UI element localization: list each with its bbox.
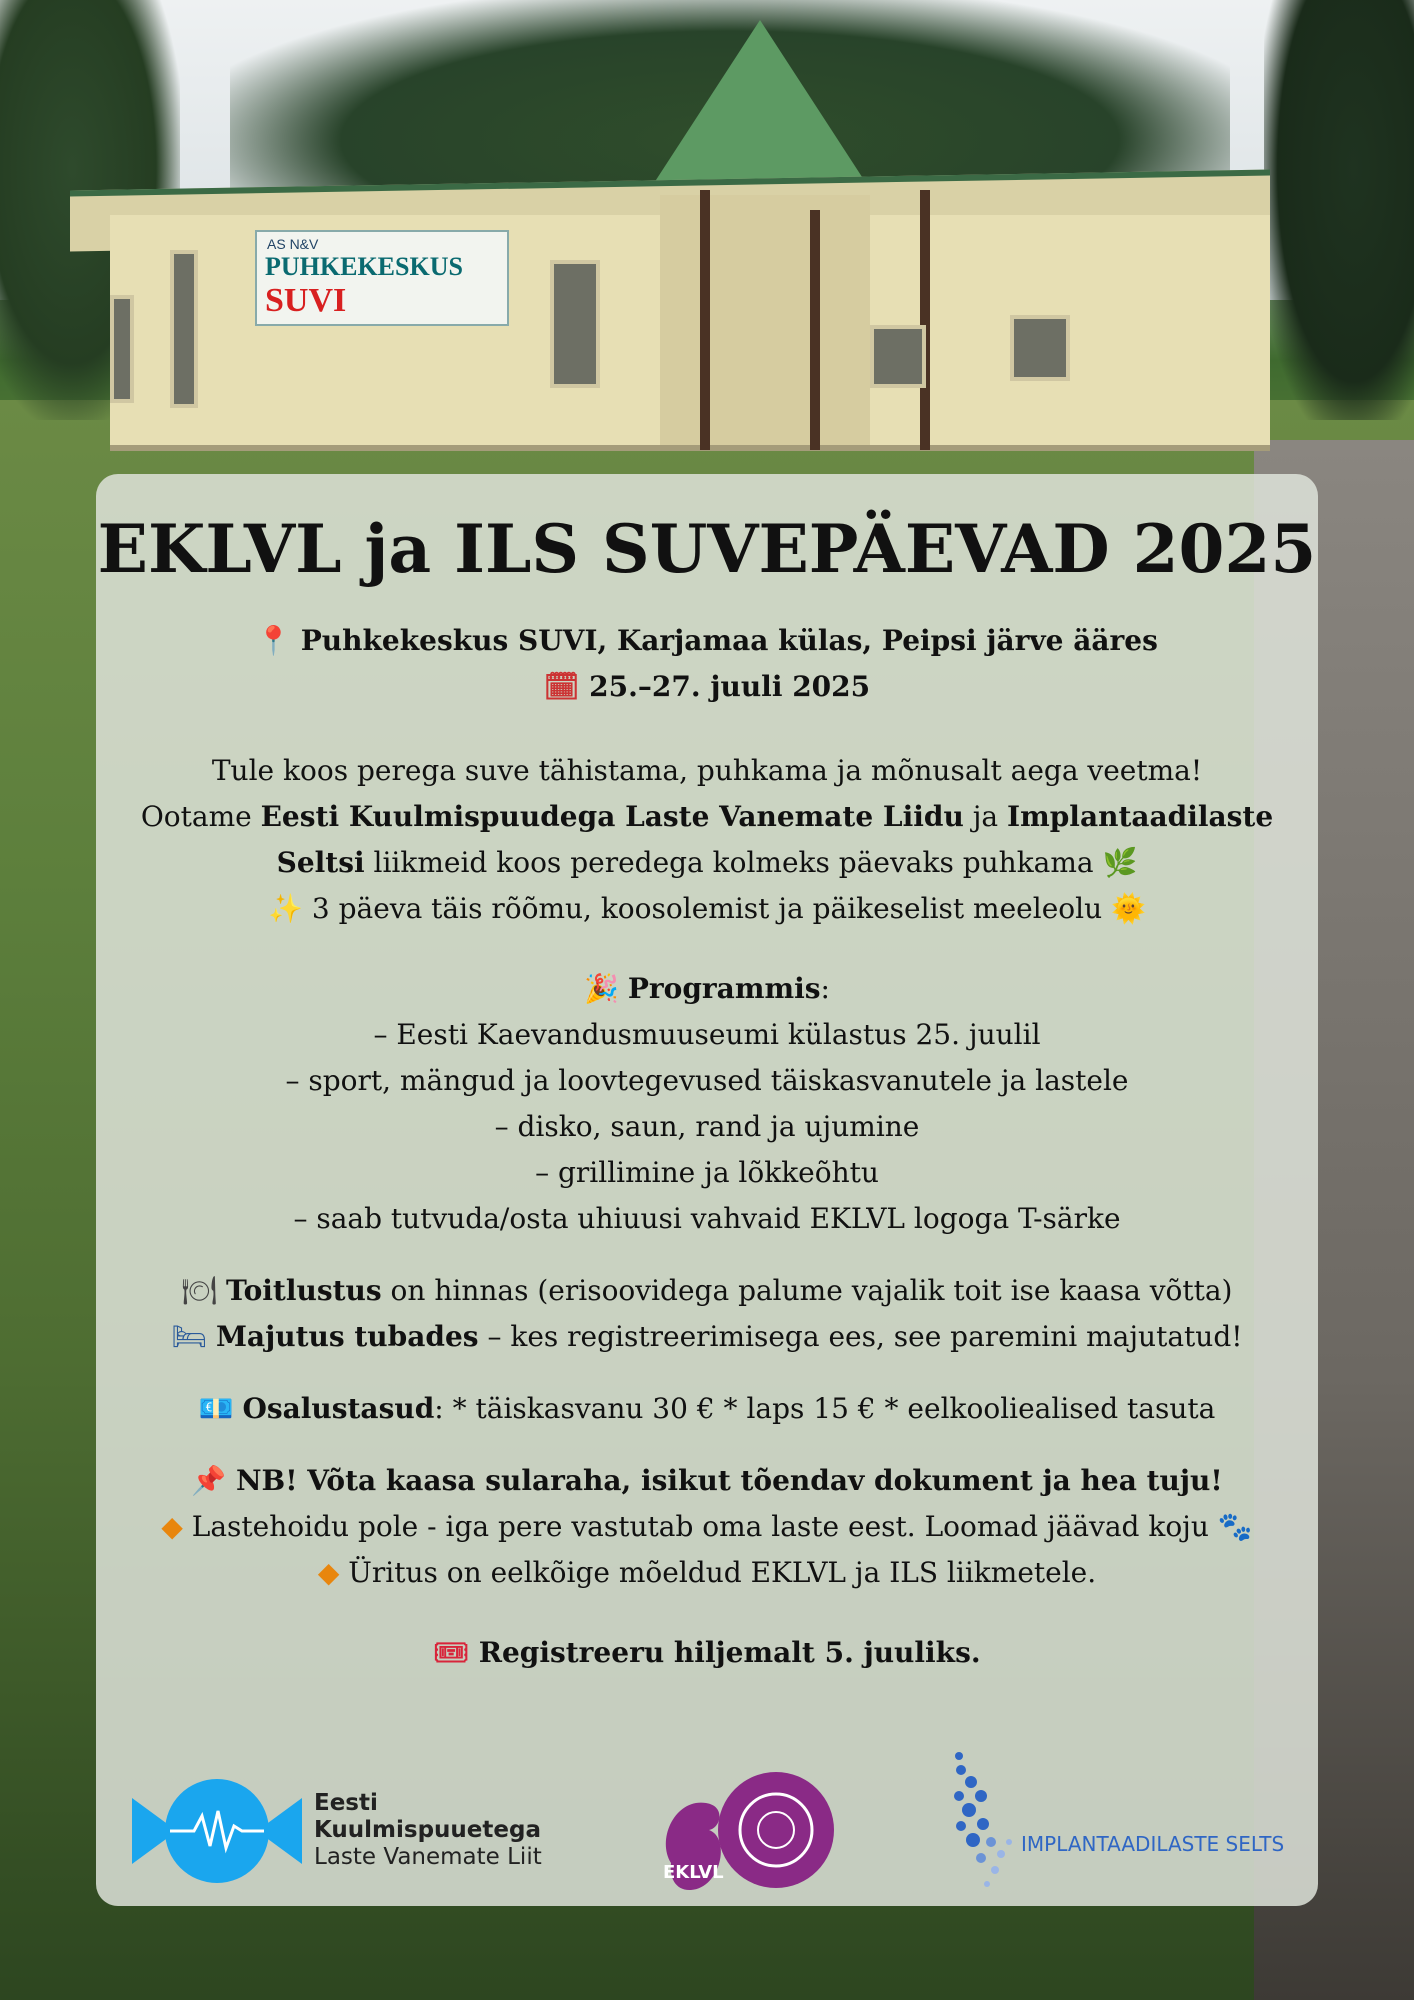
childcare-line xyxy=(96,1504,1318,1550)
porch-post xyxy=(920,190,930,450)
bed-icon: 🛏 xyxy=(171,1320,208,1353)
ils-dots-icon xyxy=(951,1746,1031,1896)
intro-text: liikmeid koos peredega kolmeks päevaks puhkama xyxy=(364,846,1094,879)
diamond-icon: ◆ xyxy=(161,1510,183,1543)
eklvl-logo xyxy=(132,1776,562,1886)
intro-line-3 xyxy=(96,840,1318,886)
intro-line-4 xyxy=(96,886,1318,932)
intro-line-2 xyxy=(96,794,1318,840)
eklvl-logo-line: Eesti xyxy=(314,1790,378,1816)
sign-main-text xyxy=(265,252,507,320)
ils-name-part1: Implantaadilaste xyxy=(1007,800,1274,833)
window xyxy=(870,325,926,388)
spacer xyxy=(96,1432,1318,1458)
program-heading-line: 🎉 Programmis: xyxy=(96,966,1318,1012)
date-text: 25.–27. juuli 2025 xyxy=(589,670,871,703)
eklvl-logo-line: Kuulmispuuetega xyxy=(314,1817,541,1843)
pushpin-icon: 📌 xyxy=(191,1464,227,1497)
window xyxy=(1010,315,1070,381)
holiday-center-building xyxy=(70,120,1280,450)
fees-label: Osalustasud xyxy=(242,1392,435,1425)
members-line xyxy=(96,1550,1318,1596)
spacer xyxy=(96,932,1318,966)
fees-line xyxy=(96,1386,1318,1432)
window xyxy=(170,250,198,408)
nb-text: NB! Võta kaasa sularaha, isikut tõendav dokument ja hea tuju! xyxy=(235,1464,1223,1497)
lodging-label: Majutus tubades xyxy=(215,1320,479,1353)
location-line xyxy=(96,618,1318,664)
ticket-icon: 🎟 xyxy=(433,1636,469,1669)
spacer xyxy=(96,1360,1318,1386)
food-text: on hinnas (erisoovidega palume vajalik toit ise kaasa võtta) xyxy=(381,1274,1233,1307)
plate-icon: 🍽 xyxy=(181,1274,218,1307)
party-popper-icon: 🎉 xyxy=(584,972,619,1005)
building-porch xyxy=(660,195,870,445)
intro-line-1: Tule koos perega suve tähistama, puhkama ja mõnusalt aega veetma! xyxy=(211,754,1203,787)
sign-top-text: AS N&V xyxy=(267,236,319,252)
sign-name: PUHKEKESKUS xyxy=(265,252,463,281)
diamond-icon: ◆ xyxy=(317,1556,340,1589)
eklvl-fish-icon xyxy=(132,1776,302,1886)
nb-line xyxy=(96,1458,1318,1504)
calendar-icon: 🗓 xyxy=(543,670,580,703)
page-title: EKLVL ja ILS SUVEPÄEVAD 2025 xyxy=(97,510,1317,588)
fees-text: : * täiskasvanu 30 € * laps 15 € * eelkooliealised tasuta xyxy=(434,1392,1216,1425)
ils-logo xyxy=(951,1746,1291,1896)
register-text: Registreeru hiljemalt 5. juuliks. xyxy=(478,1636,981,1669)
childcare-text: Lastehoidu pole - iga pere vastutab oma laste eest. Loomad jäävad koju xyxy=(182,1510,1209,1543)
paw-icon: 🐾 xyxy=(1217,1510,1253,1543)
program-item: – sport, mängud ja loovtegevused täiskasvanutele ja lastele xyxy=(285,1064,1129,1097)
porch-post xyxy=(810,210,820,450)
spacer xyxy=(96,1242,1318,1268)
eklvl-short-text: EKLVL xyxy=(663,1862,724,1883)
window xyxy=(550,260,600,388)
porch-post xyxy=(700,190,710,450)
logos-row xyxy=(96,1746,1318,1906)
sun-icon: 🌞 xyxy=(1111,892,1146,925)
date-line xyxy=(96,664,1318,710)
intro-text: ja xyxy=(963,800,1007,833)
leaf-icon: 🌿 xyxy=(1102,846,1138,879)
program-item: – saab tutvuda/osta uhiuusi vahvaid EKLVL logoga T-särke xyxy=(293,1202,1121,1235)
eklvl-round-logo xyxy=(651,1768,841,1898)
program-item: – disko, saun, rand ja ujumine xyxy=(494,1110,920,1143)
program-heading: Programmis xyxy=(627,972,821,1005)
register-line xyxy=(96,1630,1318,1676)
program-item: – grillimine ja lõkkeõhtu xyxy=(535,1156,879,1189)
lodging-text: – kes registreerimisega ees, see paremini majutatud! xyxy=(478,1320,1243,1353)
intro-text: Ootame xyxy=(140,800,261,833)
pin-icon: 📍 xyxy=(256,624,291,657)
food-line xyxy=(96,1268,1318,1314)
lodging-line xyxy=(96,1314,1318,1360)
trees-right xyxy=(1264,0,1414,420)
location-text: Puhkekeskus SUVI, Karjamaa külas, Peipsi järve ääres xyxy=(300,624,1158,657)
program-item: – Eesti Kaevandusmuuseumi külastus 25. juulil xyxy=(373,1018,1041,1051)
eklvl-logo-line: Laste Vanemate Liit xyxy=(314,1844,542,1870)
members-text: Üritus on eelkõige mõeldud EKLVL ja ILS liikmetele. xyxy=(339,1556,1097,1589)
intro-text: 3 päeva täis rõõmu, koosolemist ja päikeselist meeleolu xyxy=(302,892,1103,925)
building-sign xyxy=(255,230,509,326)
eklvl-name: Eesti Kuulmispuudega Laste Vanemate Liidu xyxy=(260,800,964,833)
window xyxy=(110,295,134,403)
money-icon: 💶 xyxy=(198,1392,234,1425)
eklvl-logo-text xyxy=(314,1790,542,1871)
sign-highlight: SUVI xyxy=(265,282,347,319)
food-label: Toitlustus xyxy=(225,1274,382,1307)
sparkles-icon: ✨ xyxy=(268,892,303,925)
eklvl-ear-icon xyxy=(651,1768,841,1898)
spacer xyxy=(96,1596,1318,1630)
ils-name-part2: Seltsi xyxy=(276,846,365,879)
ils-logo-text: IMPLANTAADILASTE SELTS xyxy=(1021,1832,1285,1856)
info-card xyxy=(96,474,1318,1906)
